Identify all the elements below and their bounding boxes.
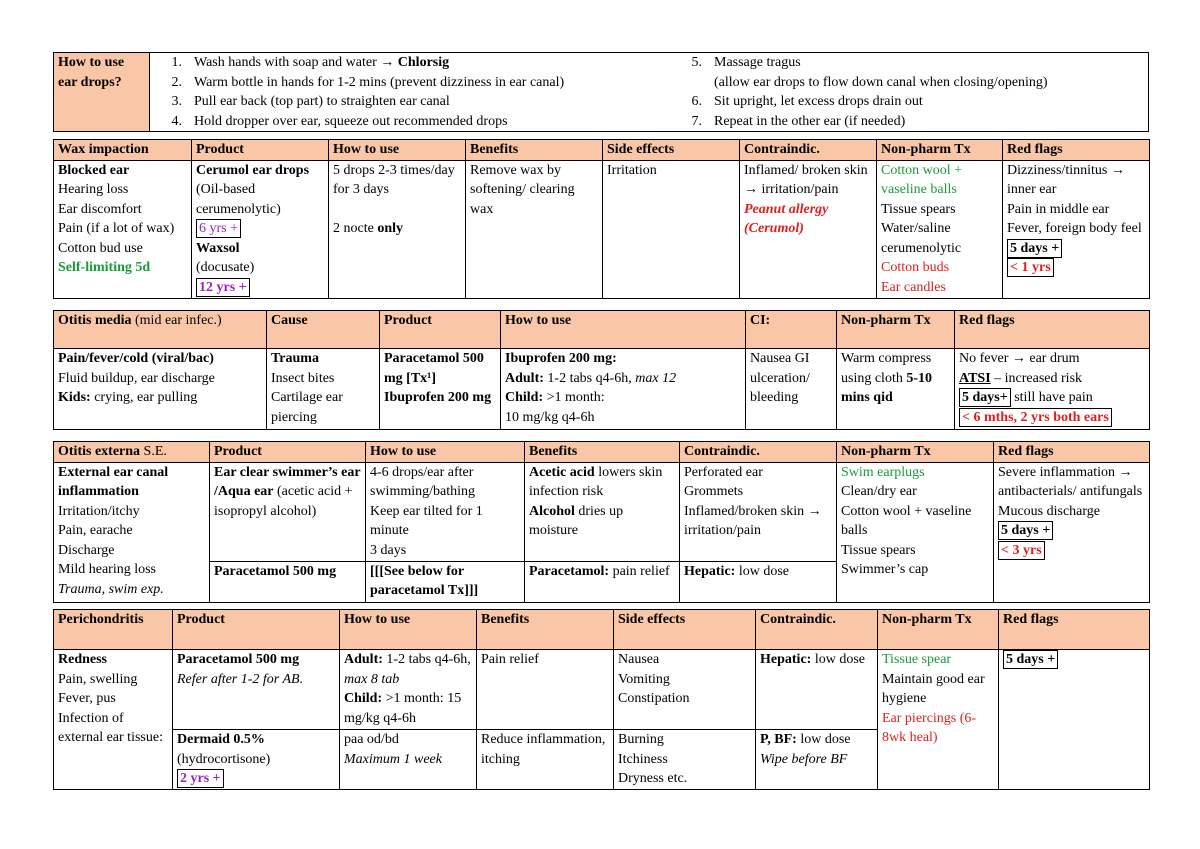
steps-right [670, 53, 1048, 131]
om-red-flags: No fever → ear drum ATSI – increased risk 5 days+ still have pain < 6 mths, 2 yrs both ears [955, 349, 1150, 430]
age-badge: 12 yrs + [196, 278, 250, 297]
header-cell: Non-pharm Tx [837, 442, 994, 463]
steps-left [150, 53, 670, 131]
om-product: Paracetamol 500 mg [Tx¹] Ibuprofen 200 mg [380, 349, 501, 430]
wax-body-row [54, 160, 1150, 298]
step-item: 2. Warm bottle in hands for 1-2 mins (prevent dizziness in ear canal) [171, 74, 565, 90]
peri-how-to-use-2: paa od/bd Maximum 1 week [340, 730, 477, 790]
peri-header-row [54, 610, 1150, 650]
peri-how-to-use-1: Adult: 1-2 tabs q4-6h, max 8 tab Child: >1 month: 15 mg/kg q4-6h [340, 650, 477, 730]
header-cell: Perichondritis [54, 610, 173, 650]
red-flag-badge: 5 days + [1007, 239, 1062, 258]
peri-product-1: Paracetamol 500 mg Refer after 1-2 for AB. [173, 650, 340, 730]
step-item: (allow ear drops to flow down canal when closing/opening) [714, 74, 1048, 90]
step-item: 4. Hold dropper over ear, squeeze out recommended drops [171, 113, 508, 129]
oe-contraindications: Perforated ear Grommets Inflamed/broken skin → irritation/pain Hepatic: low dose [680, 462, 837, 602]
om-body-row [54, 349, 1150, 430]
red-flag-badge: 5 days+ [959, 388, 1011, 407]
wax-how-to-use: 5 drops 2-3 times/day for 3 days 2 nocte only [329, 160, 466, 298]
peri-product-2: Dermaid 0.5% (hydrocortisone) 2 yrs + [173, 730, 340, 790]
oe-header-row [54, 442, 1150, 463]
how-to-steps [150, 53, 1149, 132]
wax-side-effects: Irritation [603, 160, 740, 298]
header-cell: Side effects [603, 140, 740, 161]
otitis-externa-table [53, 441, 1150, 603]
step-item: 7. Repeat in the other ear (if needed) [691, 113, 906, 129]
peri-benefits-2: Reduce inflammation, itching [477, 730, 614, 790]
header-cell: Contraindic. [680, 442, 837, 463]
header-cell: How to use [340, 610, 477, 650]
step-item: 3. Pull ear back (top part) to straighten ear canal [171, 94, 450, 109]
otitis-media-table [53, 310, 1150, 430]
header-cell: Non-pharm Tx [837, 311, 955, 349]
header-cell: Red flags [1003, 140, 1150, 161]
peri-symptoms: Redness Pain, swelling Fever, pus Infection of external ear tissue: [54, 650, 173, 790]
header-cell: Side effects [614, 610, 756, 650]
oe-red-flags: Severe inflammation → antibacterials/ antifungals Mucous discharge 5 days + < 3 yrs [994, 462, 1150, 602]
header-cell: Non-pharm Tx [877, 140, 1003, 161]
oe-body-row [54, 462, 1150, 602]
oe-benefits: Acetic acid lowers skin infection risk Alcohol dries up moisture Paracetamol: pain relief [525, 462, 680, 602]
wax-impaction-table [53, 139, 1150, 299]
header-cell: Non-pharm Tx [878, 610, 999, 650]
om-header-row [54, 311, 1150, 349]
header-cell: Wax impaction [54, 140, 192, 161]
header-cell: Product [192, 140, 329, 161]
peri-side-effects-2: Burning Itchiness Dryness etc. [614, 730, 756, 790]
perichondritis-table [53, 609, 1150, 790]
header-cell: CI: [746, 311, 837, 349]
header-cell: How to use [329, 140, 466, 161]
oe-product: Ear clear swimmer’s ear /Aqua ear (acetic acid + isopropyl alcohol) Paracetamol 500 mg [210, 462, 366, 602]
header-cell: Otitis media (mid ear infec.) [54, 311, 267, 349]
header-cell: Benefits [477, 610, 614, 650]
wax-contraindications: Inflamed/ broken skin → irritation/pain Peanut allergy (Cerumol) [740, 160, 877, 298]
peri-red-flags [999, 650, 1150, 790]
om-non-pharm: Warm compress using cloth 5-10 mins qid [837, 349, 955, 430]
header-cell: Cause [267, 311, 380, 349]
om-cause: Trauma Insect bites Cartilage ear piercing [267, 349, 380, 430]
header-cell: How to use [501, 311, 746, 349]
header-cell: Product [210, 442, 366, 463]
wax-symptoms: Blocked ear Hearing loss Ear discomfort Pain (if a lot of wax) Cotton bud use Self-limiting 5d [54, 160, 192, 298]
red-flag-badge: < 1 yrs [1007, 258, 1054, 277]
peri-benefits-1: Pain relief [477, 650, 614, 730]
om-symptoms: Pain/fever/cold (viral/bac) Fluid buildup, ear discharge Kids: crying, ear pulling [54, 349, 267, 430]
wax-product: Cerumol ear drops (Oil-based cerumenolytic) 6 yrs + Waxsol (docusate) 12 yrs + [192, 160, 329, 298]
peri-contraindications-2: P, BF: low dose Wipe before BF [756, 730, 878, 790]
wax-red-flags: Dizziness/tinnitus → inner ear Pain in middle ear Fever, foreign body feel 5 days + < 1 yrs [1003, 160, 1150, 298]
red-flag-badge: 5 days + [998, 521, 1053, 540]
wax-non-pharm: Cotton wool + vaseline balls Tissue spears Water/saline cerumenolytic Cotton buds Ear candles [877, 160, 1003, 298]
wax-header-row [54, 140, 1150, 161]
header-cell: Red flags [999, 610, 1150, 650]
header-cell: Benefits [466, 140, 603, 161]
oe-how-to-use: 4-6 drops/ear after swimming/bathing Keep ear tilted for 1 minute 3 days [[[See below for paracetamol Tx]]] [366, 462, 525, 602]
header-cell: Contraindic. [740, 140, 877, 161]
age-badge: 6 yrs + [196, 219, 241, 238]
header-cell: Red flags [994, 442, 1150, 463]
header-cell: Red flags [955, 311, 1150, 349]
red-flag-badge: 5 days + [1003, 650, 1058, 669]
header-cell: Product [173, 610, 340, 650]
peri-body-row-1 [54, 650, 1150, 730]
oe-non-pharm: Swim earplugs Clean/dry ear Cotton wool + vaseline balls Tissue spears Swimmer’s cap [837, 462, 994, 602]
step-item: 5. Massage tragus [691, 55, 801, 70]
age-badge: 2 yrs + [177, 769, 224, 788]
header-cell: Contraindic. [756, 610, 878, 650]
red-flag-badge: < 6 mths, 2 yrs both ears [959, 408, 1112, 427]
red-flag-badge: < 3 yrs [998, 541, 1045, 560]
wax-benefits: Remove wax by softening/ clearing wax [466, 160, 603, 298]
step-item: 1. Wash hands with soap and water → Chlorsig [171, 55, 450, 70]
peri-side-effects-1: Nausea Vomiting Constipation [614, 650, 756, 730]
header-cell: Benefits [525, 442, 680, 463]
how-to-table [53, 52, 1149, 132]
peri-contraindications-1: Hepatic: low dose [756, 650, 878, 730]
header-cell: How to use [366, 442, 525, 463]
how-to-title: How to use ear drops? [54, 53, 150, 132]
header-cell: Otitis externa S.E. [54, 442, 210, 463]
om-how-to-use: Ibuprofen 200 mg: Adult: 1-2 tabs q4-6h, max 12 Child: >1 month: 10 mg/kg q4-6h [501, 349, 746, 430]
header-cell: Product [380, 311, 501, 349]
om-ci: Nausea GI ulceration/ bleeding [746, 349, 837, 430]
peri-non-pharm: Tissue spear Maintain good ear hygiene Ear piercings (6-8wk heal) [878, 650, 999, 790]
step-item: 6. Sit upright, let excess drops drain out [691, 94, 923, 109]
oe-symptoms: External ear canal inflammation Irritation/itchy Pain, earache Discharge Mild hearing loss Trauma, swim exp. [54, 462, 210, 602]
